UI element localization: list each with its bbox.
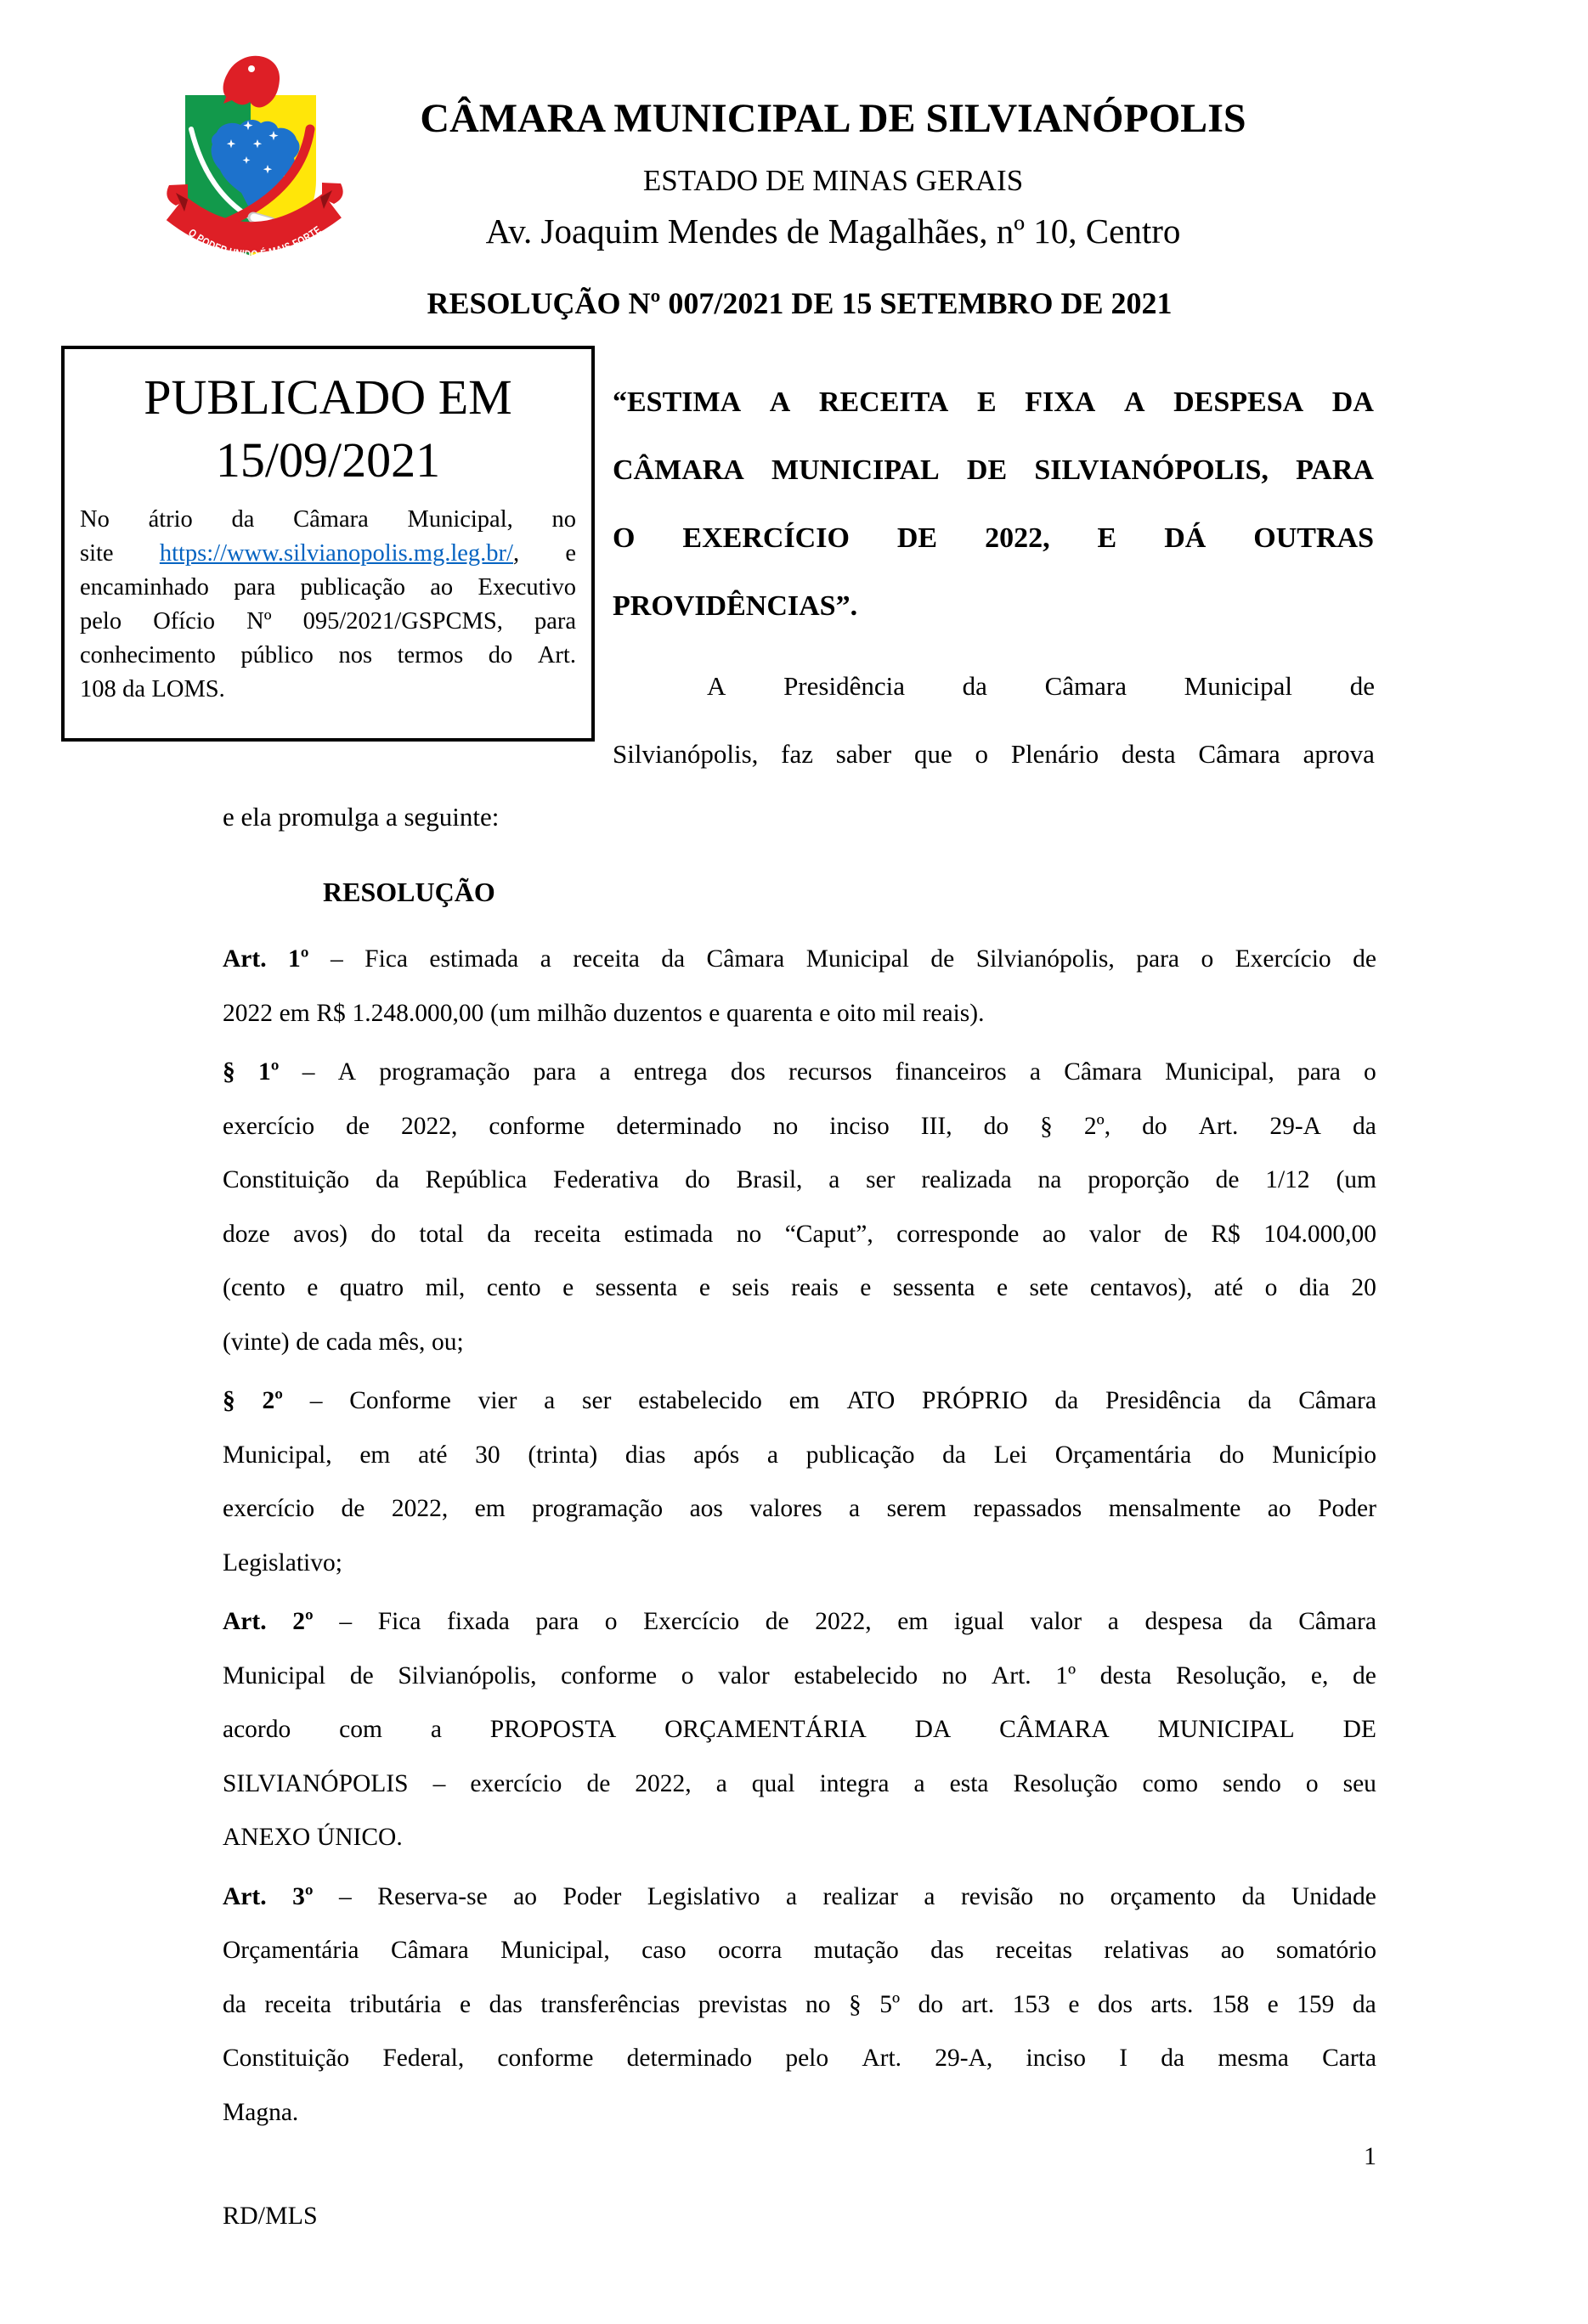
text-line: Orçamentária Câmara Municipal, caso ocorra mutação das receitas relativas ao somatório [223,1937,1376,1964]
state-name: ESTADO DE MINAS GERAIS [642,164,1024,197]
text-line: Legislativo; [223,1548,342,1577]
text-line: doze avos) do total da receita estimada no “Caput”, corresponde ao valor de R$ 104.000,00 [223,1220,1376,1248]
text-line: Municipal de Silvianópolis, conforme o valor estabelecido no Art. 1º desta Resolução, e, de [223,1661,1376,1689]
text-line: acordo com a PROPOSTA ORÇAMENTÁRIA DA CÂMARA MUNICIPAL DE [223,1716,1376,1743]
text-line: SILVIANÓPOLIS – exercício de 2022, a qual integra a esta Resolução como sendo o seu [223,1769,1376,1797]
text-line: (cento e quatro mil, cento e sessenta e seis reais e sessenta e sete centavos), até o dia 20 [223,1274,1376,1301]
text-line: “ESTIMA A RECEITA E FIXA A DESPESA DA [613,386,1374,418]
resolution-summary [613,369,1374,640]
text-line: Municipal, em até 30 (trinta) dias após a publicação da Lei Orçamentária do Município [223,1441,1376,1469]
publication-date: 15/09/2021 [215,432,441,488]
text-line: § 1º – A programação para a entrega dos recursos financeiros a Câmara Municipal, para o [223,1058,1376,1086]
text-line: Silvianópolis, faz saber que o Plenário desta Câmara aprova [613,739,1375,769]
section-heading: RESOLUÇÃO [323,877,495,907]
text-line: Art. 2º – Fica fixada para o Exercício de 2022, em igual valor a despesa da Câmara [223,1608,1376,1635]
letterhead [0,95,1588,251]
text-line: ANEXO ÚNICO. [223,1824,403,1851]
text-line: A Presidência da Câmara Municipal de [707,671,1375,701]
text-line: Constituição da República Federativa do Brasil, a ser realizada na proporção de 1/12 (um [223,1166,1376,1193]
address-line: Av. Joaquim Mendes de Magalhães, nº 10, Centro [485,212,1181,251]
text-line: 2022 em R$ 1.248.000,00 (um milhão duzentos e quarenta e oito mil reais). [223,999,985,1027]
article-paragraph [223,1374,1376,1590]
text-line: exercício de 2022, em programação aos valores a serem repassados mensalmente ao Poder [223,1495,1376,1522]
page-number: 1 [1364,2142,1376,2170]
text-line: (vinte) de cada mês, ou; [223,1328,464,1356]
text-line: 108 da LOMS. [80,676,225,702]
text-line: No átrio da Câmara Municipal, no [80,506,576,533]
text-line: CÂMARA MUNICIPAL DE SILVIANÓPOLIS, PARA [613,454,1374,486]
site-link[interactable]: https://www.silvianopolis.mg.leg.br/ [159,540,513,567]
publication-note [80,503,576,707]
text-line: § 2º – Conforme vier a ser estabelecido em ATO PRÓPRIO da Presidência da Câmara [223,1387,1376,1414]
publication-title: PUBLICADO EM [144,369,512,425]
text-line: exercício de 2022, conforme determinado no inciso III, do § 2º, do Art. 29-A da [223,1112,1376,1140]
article-paragraph [223,1870,1376,2141]
text-line: pelo Ofício Nº 095/2021/GSPCMS, para [80,608,576,635]
text-line: PROVIDÊNCIAS”. [613,590,858,622]
articles-body [223,933,1376,2145]
article-paragraph [223,1046,1376,1369]
article-paragraph [223,933,1376,1041]
text-line: Constituição Federal, conforme determinado pelo Art. 29-A, inciso I da mesma Carta [223,2045,1376,2072]
preamble-text [613,652,1375,788]
text-line: Art. 3º – Reserva-se ao Poder Legislativo a realizar a revisão no orçamento da Unidade [223,1882,1376,1910]
motto-text: O PODER UNIDO É MAIS FORTE [186,222,325,261]
resolution-title: RESOLUÇÃO Nº 007/2021 DE 15 SETEMBRO DE 2021 [427,286,1173,320]
publication-box [61,346,595,742]
org-name: CÂMARA MUNICIPAL DE SILVIANÓPOLIS [420,96,1246,141]
article-paragraph [223,1595,1376,1865]
text-line: Magna. [223,2098,299,2126]
text-line: da receita tributária e das transferências previstas no § 5º do art. 153 e dos arts. 158 e 159 da [223,1990,1376,2018]
author-initials: RD/MLS [223,2202,318,2230]
text-line: site https://www.silvianopolis.mg.leg.br/, e [80,540,576,567]
text-line: O EXERCÍCIO DE 2022, E DÁ OUTRAS [613,522,1374,554]
text-line: Art. 1º – Fica estimada a receita da Câmara Municipal de Silvianópolis, para o Exercício de [223,945,1376,973]
text-line: encaminhado para publicação ao Executivo [80,574,576,601]
text-line: conhecimento público nos termos do Art. [80,642,576,668]
preamble-continuation: e ela promulga a seguinte: [223,802,500,832]
